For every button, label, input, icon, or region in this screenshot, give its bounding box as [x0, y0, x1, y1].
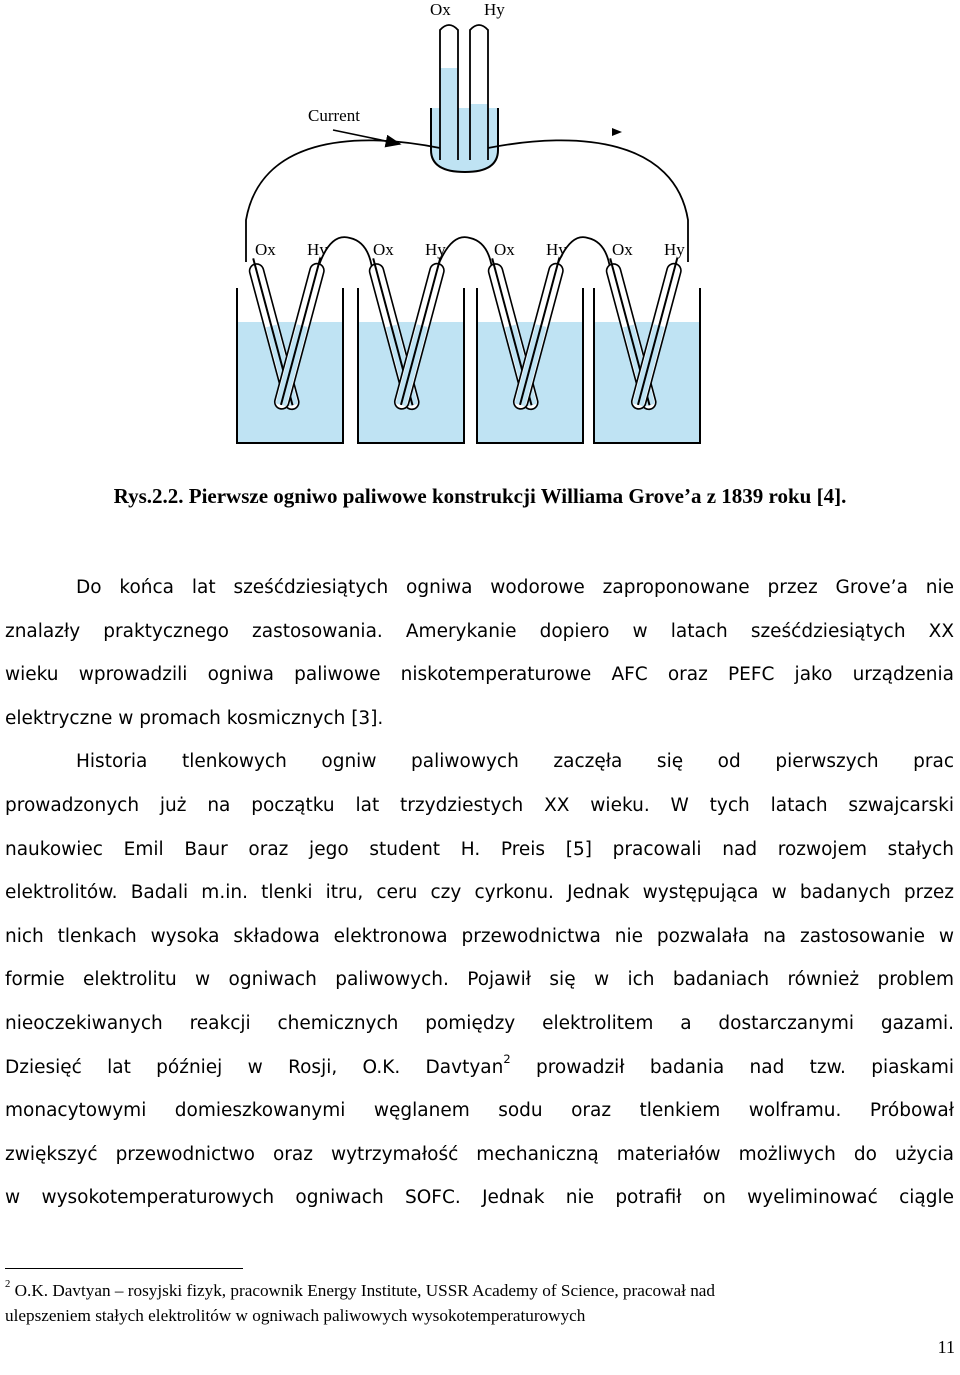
text-line: naukowiec Emil Baur oraz jego student H. Preis [5] pracowali nad rozwojem stałych: [5, 838, 954, 860]
text-line: nieoczekiwanych reakcji chemicznych pomiędzy elektrolitem a dostarczanymi gazami.: [5, 1012, 954, 1034]
text-line-davtyan: [5, 1046, 954, 1090]
voltameter-label-ox: Ox: [430, 0, 451, 19]
text-line: elektryczne w promach kosmicznych [3].: [5, 707, 384, 729]
footnote: [5, 1278, 955, 1328]
figure-caption: Rys.2.2. Pierwsze ogniwo paliwowe konstrukcji Williama Grove’a z 1839 roku [4].: [113, 484, 847, 508]
cell-label: Ox: [494, 240, 515, 259]
grove-fuel-cell-figure: [0, 0, 960, 470]
footnote-line: [5, 1278, 955, 1303]
text-line: nich tlenkach wysoka składowa elektronowa przewodnictwa nie pozwalała na zastosowanie w: [5, 925, 954, 947]
cell-label: Ox: [373, 240, 394, 259]
voltameter: [431, 25, 498, 172]
text-line: wieku wprowadzili ogniwa paliwowe niskotemperaturowe AFC oraz PEFC jako urządzenia: [5, 664, 954, 686]
right-wire: [488, 140, 688, 262]
cell-label: Hy: [546, 240, 567, 259]
voltameter-label-hy: Hy: [484, 0, 505, 19]
text-line: w wysokotemperaturowych ogniwach SOFC. Jednak nie potrafił on wyeliminować ciągle: [5, 1187, 954, 1209]
text-line: monacytowymi domieszkowanymi węglanem sodu oraz tlenkiem wolframu. Próbował: [5, 1100, 954, 1122]
footnote-number: 2: [5, 1279, 11, 1291]
right-arrow: [612, 128, 622, 136]
cell-gas-labels: [255, 240, 685, 259]
text-line: zwiększyć przewodnictwo oraz wytrzymałość mechaniczną materiałów możliwych do użycia: [5, 1143, 954, 1165]
cell-label: Ox: [612, 240, 633, 259]
text-line: znalazły praktycznego zastosowania. Amerykanie dopiero w latach sześćdziesiątych XX: [5, 620, 954, 642]
text-line: Do końca lat sześćdziesiątych ogniwa wodorowe zaproponowane przez Grove’a nie: [76, 577, 954, 598]
text-fragment: prowadził badania nad tzw. piaskami: [510, 1056, 954, 1078]
text-line: elektrolitów. Badali m.in. tlenki itru, ceru czy cyrkonu. Jednak występująca w badanych przez: [5, 882, 954, 904]
footnote-separator: [5, 1268, 243, 1269]
text-line: Historia tlenkowych ogniw paliwowych zaczęła się od pierwszych prac: [76, 751, 954, 773]
body-text: [5, 566, 954, 1220]
cell-label: Ox: [255, 240, 276, 259]
cell-label: Hy: [425, 240, 446, 259]
cell-label: Hy: [664, 240, 685, 259]
text-fragment: Dziesięć lat później w Rosji, O.K. Davtyan: [5, 1056, 504, 1078]
footnote-reference: 2: [503, 1052, 511, 1067]
text-line: formie elektrolitu w ogniwach paliwowych. Pojawił się w ich badaniach również problem: [5, 969, 954, 991]
text-line: prowadzonych już na początku lat trzydziestych XX wieku. W tych latach szwajcarski: [5, 794, 954, 816]
page-number: 11: [937, 1337, 955, 1357]
current-label: Current: [308, 106, 360, 125]
footnote-text: O.K. Davtyan – rosyjski fizyk, pracownik Energy Institute, USSR Academy of Science, pracował nad: [10, 1281, 716, 1300]
footnote-line: ulepszeniem stałych elektrolitów w ogniwach paliwowych wysokotemperaturowych: [5, 1306, 586, 1325]
cell-label: Hy: [307, 240, 328, 259]
